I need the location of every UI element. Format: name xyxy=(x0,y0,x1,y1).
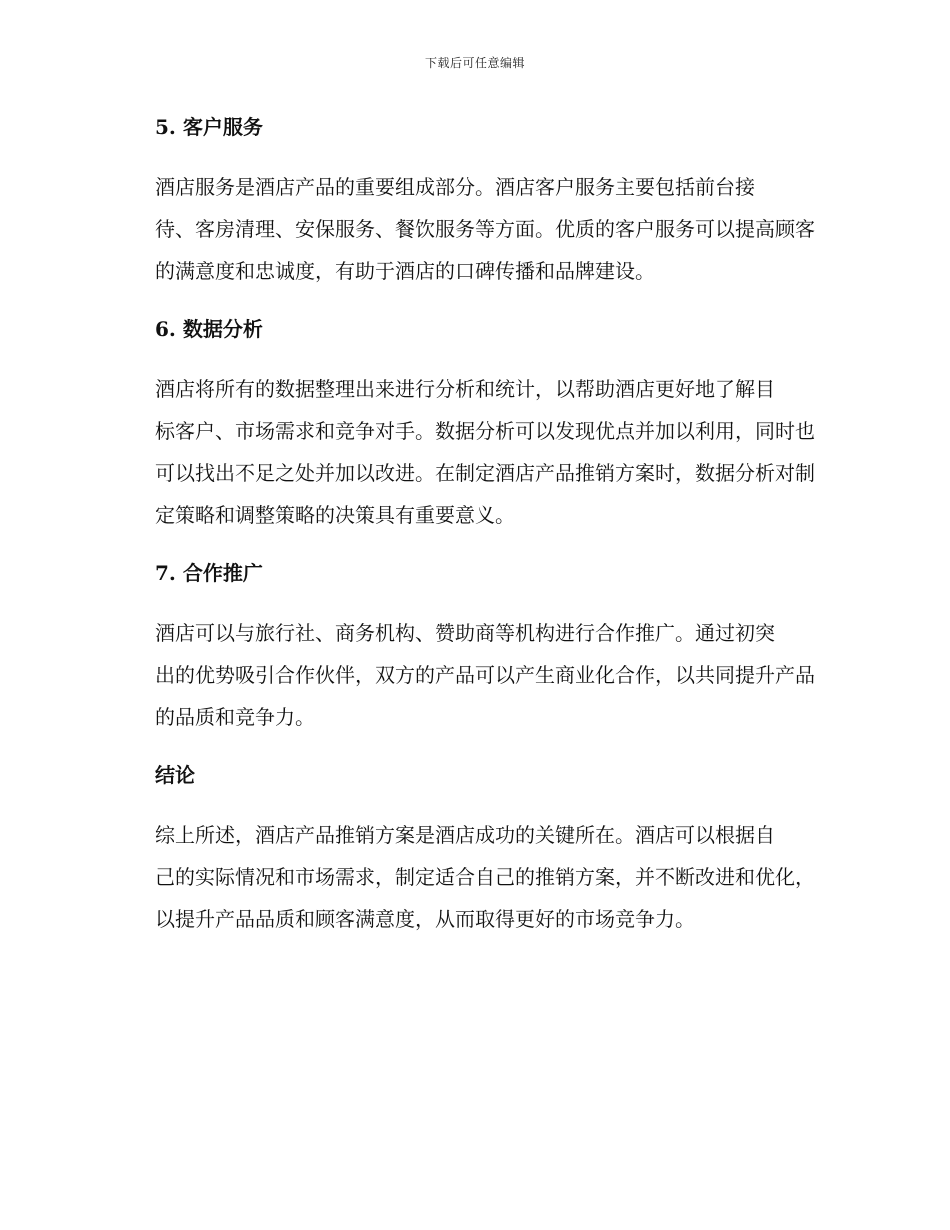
section-conclusion xyxy=(113,756,833,940)
paragraph-line: 的满意度和忠诚度，有助于酒店的口碑传播和品牌建设。 xyxy=(155,259,655,283)
page-header: 下载后可任意编辑 xyxy=(424,56,525,70)
section-paragraph xyxy=(113,166,833,292)
section-data-analysis xyxy=(113,310,833,536)
paragraph-line: 出的优势吸引合作伙伴，双方的产品可以产生商业化合作，以共同提升产品 xyxy=(155,663,815,687)
section-heading: 5. 客户服务 xyxy=(155,115,263,139)
section-paragraph xyxy=(113,814,833,940)
section-customer-service xyxy=(113,108,833,292)
paragraph-line: 酒店可以与旅行社、商务机构、赞助商等机构进行合作推广。通过初突 xyxy=(155,621,775,645)
section-heading: 7. 合作推广 xyxy=(155,561,263,585)
section-paragraph xyxy=(113,612,833,738)
paragraph-line: 标客户、市场需求和竞争对手。数据分析可以发现优点并加以利用，同时也 xyxy=(155,419,815,443)
paragraph-line: 可以找出不足之处并加以改进。在制定酒店产品推销方案时，数据分析对制 xyxy=(155,461,815,485)
paragraph-line: 以提升产品品质和顾客满意度，从而取得更好的市场竞争力。 xyxy=(155,907,695,931)
document-content xyxy=(113,108,833,958)
paragraph-line: 的品质和竞争力。 xyxy=(155,705,315,729)
section-partnership-promotion xyxy=(113,554,833,738)
section-paragraph xyxy=(113,368,833,536)
paragraph-line: 酒店服务是酒店产品的重要组成部分。酒店客户服务主要包括前台接 xyxy=(155,175,755,199)
paragraph-line: 综上所述，酒店产品推销方案是酒店成功的关键所在。酒店可以根据自 xyxy=(155,823,775,847)
paragraph-line: 定策略和调整策略的决策具有重要意义。 xyxy=(155,503,515,527)
paragraph-line: 己的实际情况和市场需求，制定适合自己的推销方案，并不断改进和优化， xyxy=(155,865,815,889)
paragraph-line: 酒店将所有的数据整理出来进行分析和统计，以帮助酒店更好地了解目 xyxy=(155,377,775,401)
section-heading: 结论 xyxy=(155,763,195,787)
paragraph-line: 待、客房清理、安保服务、餐饮服务等方面。优质的客户服务可以提高顾客 xyxy=(155,217,815,241)
section-heading: 6. 数据分析 xyxy=(155,317,263,341)
